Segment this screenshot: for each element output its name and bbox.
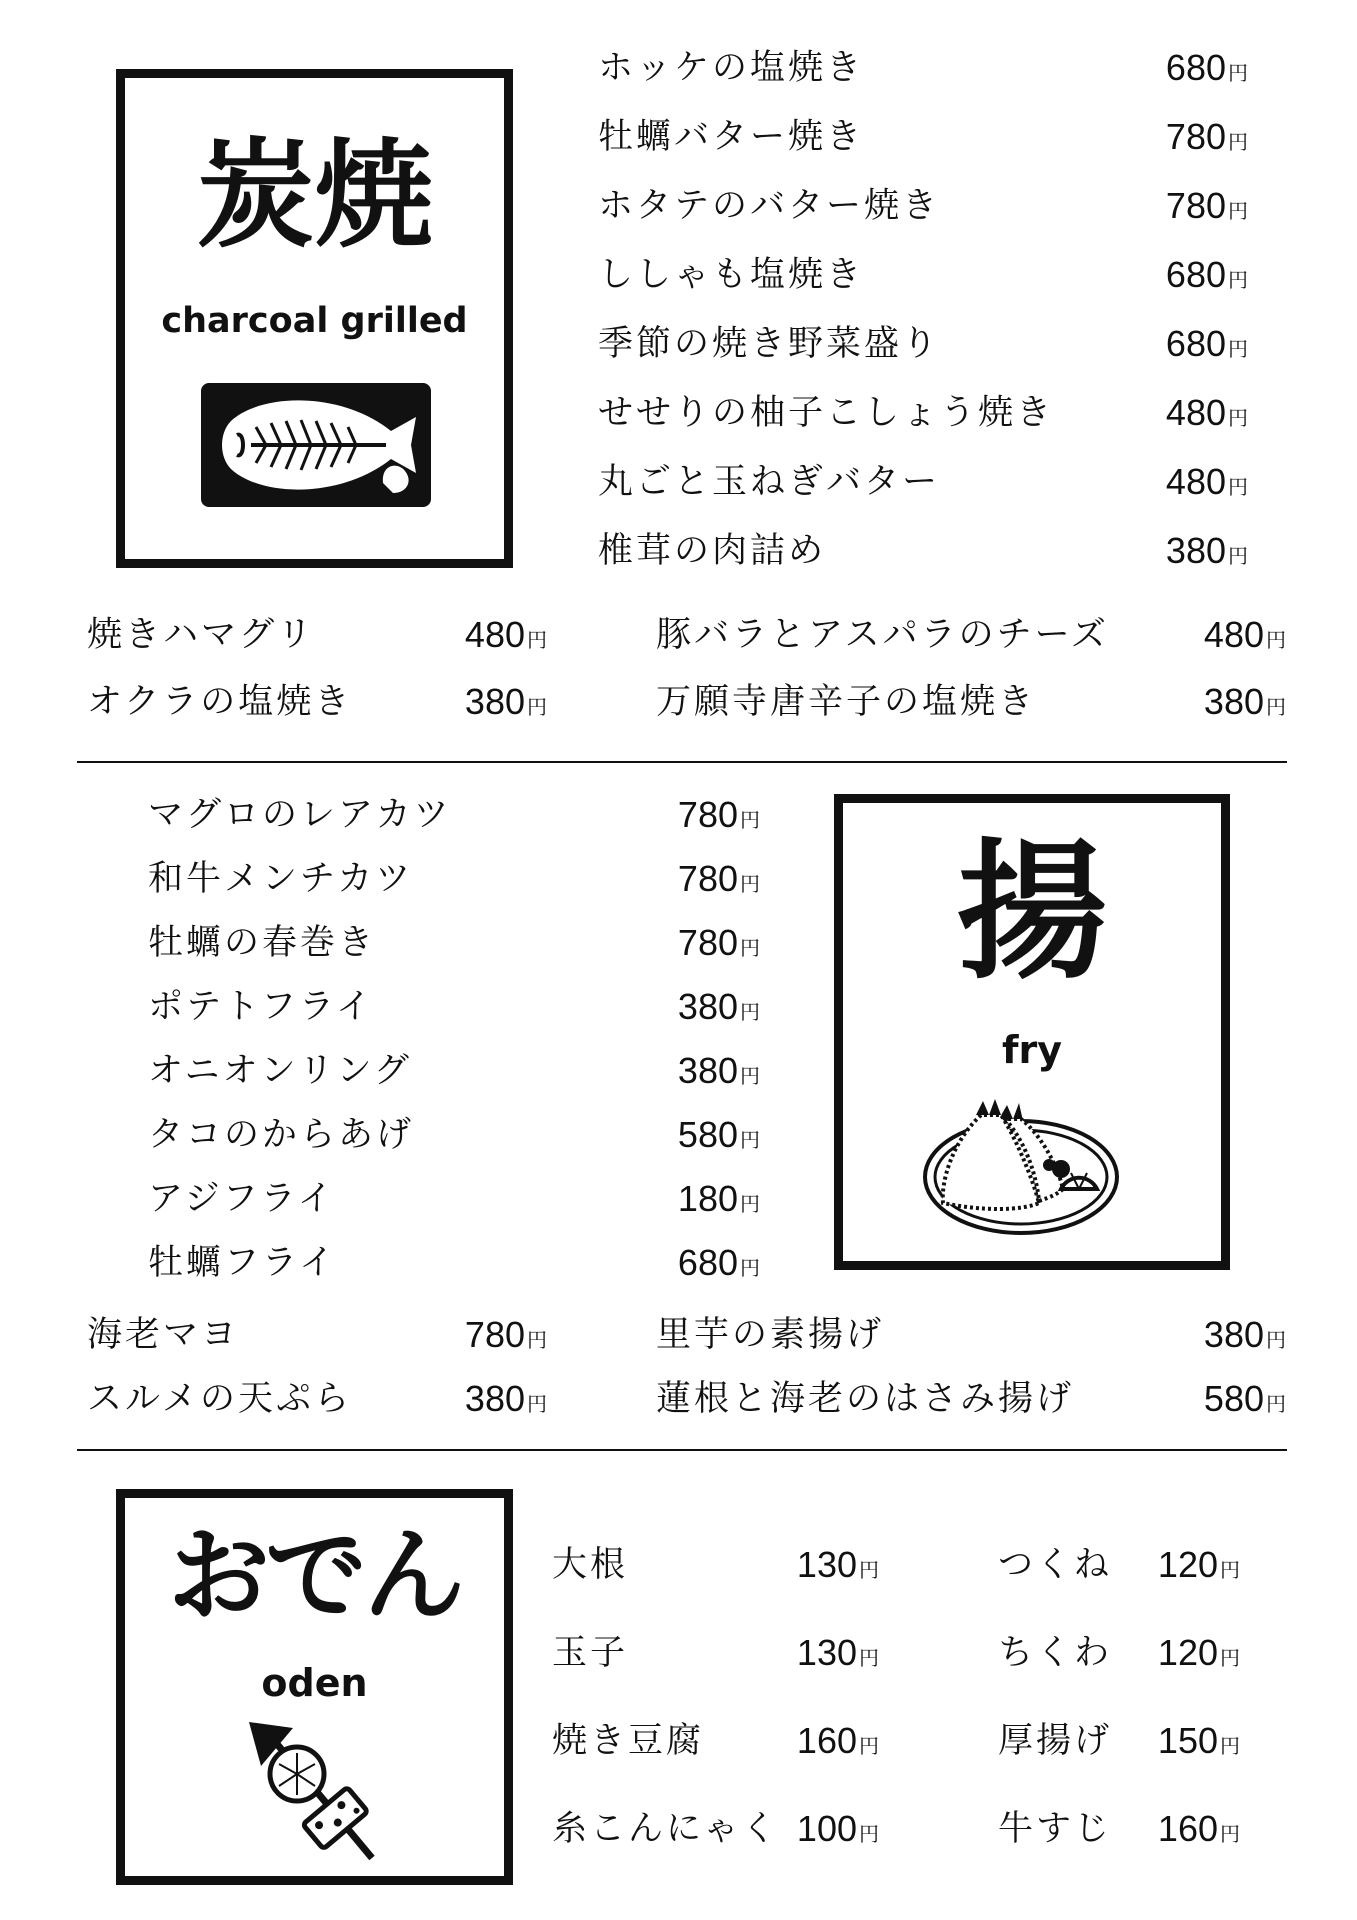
- item-name: タコのからあげ: [148, 1115, 415, 1155]
- item-price: 180 円: [677, 1178, 760, 1219]
- item-price: 780 円: [1165, 116, 1248, 157]
- item-price: 160 円: [796, 1720, 879, 1761]
- oden-item: [552, 1716, 879, 1766]
- section-divider: [77, 1449, 1287, 1451]
- oden-title-box: [116, 1489, 513, 1885]
- item-price: 150 円: [1157, 1720, 1240, 1761]
- item-name: 厚揚げ: [998, 1721, 1113, 1761]
- item-price: 780 円: [1165, 185, 1248, 226]
- item-name: 和牛メンチカツ: [148, 859, 414, 899]
- item-name: 牛すじ: [998, 1809, 1113, 1849]
- item-price: 680 円: [677, 1242, 760, 1283]
- grill-extra-item: [656, 677, 1286, 727]
- item-price: 580 円: [1203, 1378, 1286, 1419]
- grill-item: [598, 457, 1248, 507]
- item-price: 780 円: [677, 858, 760, 899]
- grill-extra-item: [87, 610, 547, 660]
- item-price: 480 円: [1203, 614, 1286, 655]
- grill-extra-item: [656, 610, 1286, 660]
- grill-item: [598, 388, 1248, 438]
- fry-title: 揚: [956, 826, 1107, 1000]
- grill-extra-item: [87, 677, 547, 727]
- item-name: 里芋の素揚げ: [656, 1315, 885, 1355]
- item-name: ホッケの塩焼き: [598, 48, 865, 88]
- item-name: 季節の焼き野菜盛り: [598, 324, 941, 364]
- grill-title: 炭焼: [196, 126, 433, 264]
- item-name: 糸こんにゃく: [552, 1809, 780, 1849]
- item-name: オクラの塩焼き: [87, 682, 353, 722]
- grill-item: [598, 526, 1248, 576]
- item-price: 160 円: [1157, 1808, 1240, 1849]
- item-name: 焼きハマグリ: [87, 615, 316, 655]
- fry-item: [148, 1238, 760, 1288]
- item-name: 焼き豆腐: [552, 1721, 705, 1761]
- item-price: 130 円: [796, 1632, 879, 1673]
- section-divider: [77, 761, 1287, 763]
- fried-food-plate-icon: [921, 1093, 1121, 1239]
- item-price: 380 円: [1203, 1314, 1286, 1355]
- item-price: 480 円: [464, 614, 547, 655]
- oden-skewer-icon: [247, 1720, 387, 1870]
- item-name: 牡蠣バター焼き: [598, 117, 865, 157]
- item-name: 大根: [552, 1545, 629, 1585]
- item-price: 780 円: [677, 794, 760, 835]
- grill-title-box: [116, 69, 513, 568]
- oden-item: [552, 1804, 879, 1854]
- item-price: 580 円: [677, 1114, 760, 1155]
- grill-item: [598, 250, 1248, 300]
- item-price: 380 円: [1203, 681, 1286, 722]
- item-price: 380 円: [464, 681, 547, 722]
- grill-item: [598, 319, 1248, 369]
- item-price: 680 円: [1165, 47, 1248, 88]
- item-price: 380 円: [677, 986, 760, 1027]
- item-name: 丸ごと玉ねぎバター: [598, 462, 941, 502]
- item-name: せせりの柚子こしょう焼き: [598, 393, 1055, 433]
- fry-item: [148, 1046, 760, 1096]
- item-name: 牡蠣の春巻き: [148, 923, 377, 963]
- item-name: 玉子: [552, 1633, 629, 1673]
- item-name: 豚バラとアスパラのチーズ: [656, 615, 1109, 655]
- item-price: 380 円: [1165, 530, 1248, 571]
- fry-extra-item: [656, 1310, 1286, 1360]
- oden-item: [998, 1716, 1240, 1766]
- item-name: ししゃも塩焼き: [598, 255, 865, 295]
- item-name: マグロのレアカツ: [148, 795, 452, 835]
- item-name: 椎茸の肉詰め: [598, 531, 827, 571]
- oden-item: [998, 1804, 1240, 1854]
- oden-item: [552, 1628, 879, 1678]
- item-price: 120 円: [1157, 1632, 1240, 1673]
- item-name: オニオンリング: [148, 1051, 412, 1091]
- item-name: 蓮根と海老のはさみ揚げ: [656, 1379, 1075, 1419]
- item-price: 780 円: [464, 1314, 547, 1355]
- item-price: 380 円: [677, 1050, 760, 1091]
- grill-item: [598, 112, 1248, 162]
- item-name: つくね: [998, 1545, 1113, 1585]
- fry-item: [148, 918, 760, 968]
- fry-item: [148, 982, 760, 1032]
- fry-item: [148, 790, 760, 840]
- item-name: ホタテのバター焼き: [598, 186, 941, 226]
- fry-item: [148, 854, 760, 904]
- item-price: 100 円: [796, 1808, 879, 1849]
- grill-item: [598, 43, 1248, 93]
- item-name: 牡蠣フライ: [148, 1243, 337, 1283]
- fry-extra-item: [656, 1374, 1286, 1424]
- oden-item: [998, 1540, 1240, 1590]
- item-price: 380 円: [464, 1378, 547, 1419]
- item-price: 130 円: [796, 1544, 879, 1585]
- oden-subtitle: oden: [261, 1661, 368, 1705]
- item-price: 120 円: [1157, 1544, 1240, 1585]
- item-price: 480 円: [1165, 461, 1248, 502]
- item-name: ちくわ: [998, 1633, 1113, 1673]
- item-name: 万願寺唐辛子の塩焼き: [656, 682, 1037, 722]
- oden-item: [552, 1540, 879, 1590]
- item-price: 680 円: [1165, 323, 1248, 364]
- fry-item: [148, 1110, 760, 1160]
- item-price: 780 円: [677, 922, 760, 963]
- grill-subtitle: charcoal grilled: [161, 301, 468, 341]
- grilled-fish-icon: [201, 383, 431, 507]
- item-price: 480 円: [1165, 392, 1248, 433]
- item-name: スルメの天ぷら: [87, 1379, 352, 1419]
- item-name: 海老マヨ: [87, 1315, 240, 1355]
- item-name: ポテトフライ: [148, 987, 374, 1027]
- oden-item: [998, 1628, 1240, 1678]
- fry-title-box: [834, 794, 1230, 1270]
- fry-extra-item: [87, 1310, 547, 1360]
- fry-extra-item: [87, 1374, 547, 1424]
- fry-item: [148, 1174, 760, 1224]
- oden-title: おでん: [168, 1517, 461, 1636]
- item-name: アジフライ: [148, 1179, 336, 1219]
- fry-subtitle: fry: [1001, 1028, 1063, 1072]
- item-price: 680 円: [1165, 254, 1248, 295]
- grill-item: [598, 181, 1248, 231]
